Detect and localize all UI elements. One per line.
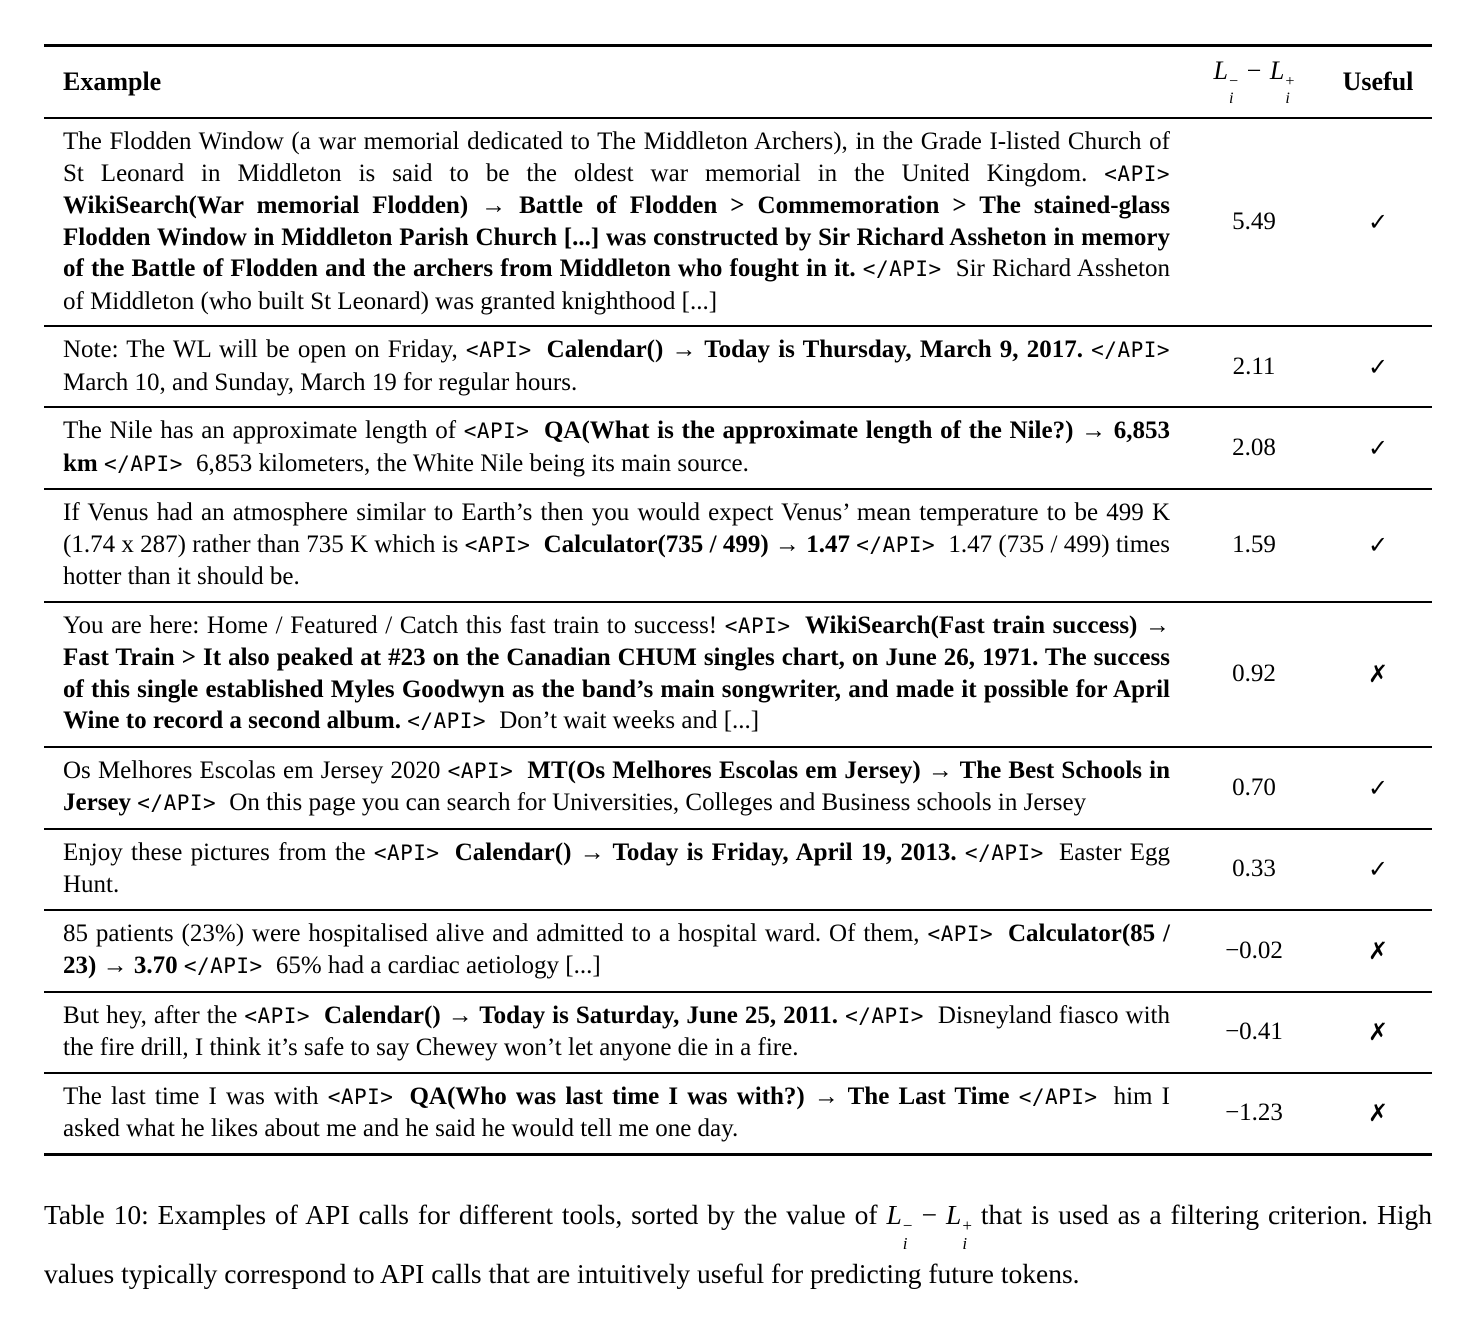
- example-text: QA(What is the approximate length of the Nile?) → 6,853 km: [63, 417, 1170, 477]
- loss-diff-value: 1.59: [1184, 489, 1324, 602]
- api-tag: <API>: [327, 1084, 410, 1109]
- table-row: [44, 829, 1432, 910]
- check-icon: ✓: [1367, 773, 1389, 802]
- check-icon: ✓: [1367, 208, 1389, 237]
- loss-diff-formula: [1213, 56, 1295, 107]
- table-caption: [44, 1193, 1432, 1295]
- example-text: 85 patients (23%) were hospitalised alive and admitted to a hospital ward. Of them,: [63, 919, 928, 947]
- useful-cell: [1324, 829, 1432, 910]
- example-text: But hey, after the: [63, 1001, 245, 1029]
- math-superscript: +: [962, 1216, 972, 1236]
- example-text: You are here: Home / Featured / Catch this fast train to success!: [63, 611, 725, 639]
- api-tag: </API>: [845, 1003, 938, 1028]
- check-icon: ✓: [1367, 855, 1389, 884]
- example-text: Don’t wait weeks and [...]: [499, 707, 760, 735]
- example-text: Calculator(85 / 23) → 3.70: [63, 919, 1171, 980]
- loss-diff-value: −0.02: [1184, 910, 1324, 992]
- caption-text-after: that is used as a filtering criterion. High values typically correspond to API calls that are intuitively useful for predicting future tokens.: [44, 1198, 1432, 1290]
- example-text: The Nile has an approximate length of: [63, 417, 464, 445]
- example-text: Note: The WL will be open on Friday,: [63, 336, 466, 364]
- api-tag: </API>: [137, 791, 230, 816]
- example-cell: [44, 829, 1184, 910]
- useful-cell: [1324, 992, 1432, 1073]
- table-header: [44, 46, 1432, 119]
- api-tag: <API>: [1104, 161, 1170, 186]
- example-text: Easter Egg Hunt.: [63, 838, 1170, 899]
- loss-diff-value: 0.70: [1184, 747, 1324, 829]
- table-row: [44, 602, 1432, 747]
- example-text: If Venus had an atmosphere similar to Earth’s then you would expect Venus’ mean temperature to be 499 K (1.74 x 287) rather than 735 K which is: [63, 499, 1170, 558]
- column-header-loss-diff: [1184, 46, 1324, 119]
- example-cell: [44, 992, 1184, 1073]
- api-tag: </API>: [856, 532, 949, 557]
- column-header-example: Example: [44, 46, 1184, 119]
- example-text: Calendar() → Today is Saturday, June 25, 2011.: [324, 1001, 846, 1029]
- table-row: [44, 910, 1432, 992]
- example-cell: [44, 326, 1184, 407]
- example-text: WikiSearch(Fast train success) → Fast Train > It also peaked at #23 on the Canadian CHUM singles chart, on June 26, 1971. The success of this single established Myles Goodwyn as the band’s main songwriter, and made it possible for April Wine to record a second album.: [63, 611, 1171, 735]
- cross-icon: ✗: [1367, 1018, 1389, 1047]
- check-icon: ✓: [1367, 434, 1389, 463]
- useful-cell: [1324, 1073, 1432, 1155]
- math-operator: −: [921, 1198, 937, 1230]
- useful-cell: [1324, 407, 1432, 489]
- example-text: Calendar() → Today is Thursday, March 9, 2017.: [546, 336, 1092, 364]
- math-scripts: [1229, 74, 1238, 107]
- math-subscript: i: [902, 1233, 908, 1253]
- api-tag: </API>: [1018, 1084, 1114, 1109]
- header-row: [44, 46, 1432, 119]
- example-text: Calculator(735 / 499) → 1.47: [543, 530, 857, 558]
- check-icon: ✓: [1367, 352, 1389, 381]
- example-text: 65% had a cardiac aetiology [...]: [275, 952, 601, 980]
- useful-cell: [1324, 489, 1432, 602]
- cross-icon: ✗: [1367, 1099, 1389, 1128]
- api-tag: <API>: [464, 532, 544, 557]
- api-tag: <API>: [447, 758, 528, 783]
- table-row: [44, 1073, 1432, 1155]
- caption-label: Table 10:: [44, 1198, 149, 1230]
- table-row: [44, 407, 1432, 489]
- api-examples-table: [44, 44, 1432, 1156]
- api-tag: <API>: [373, 840, 455, 865]
- example-text: Os Melhores Escolas em Jersey 2020: [63, 756, 448, 784]
- cross-icon: ✗: [1367, 936, 1389, 965]
- loss-diff-formula: [886, 1198, 972, 1253]
- check-icon: ✓: [1367, 531, 1389, 560]
- api-tag: </API>: [862, 257, 956, 282]
- table-row: [44, 747, 1432, 829]
- useful-cell: [1324, 602, 1432, 747]
- example-cell: [44, 747, 1184, 829]
- example-text: Sir Richard Assheton of Middleton (who built St Leonard) was granted knighthood [...]: [63, 255, 1170, 315]
- api-tag: </API>: [407, 709, 500, 734]
- example-cell: [44, 118, 1184, 326]
- api-tag: </API>: [964, 840, 1059, 865]
- api-tag: <API>: [724, 613, 805, 638]
- example-text: 1.47 (735 / 499) times hotter than it should be.: [63, 530, 1170, 591]
- api-tag: <API>: [463, 419, 544, 444]
- math-scripts: [903, 1217, 913, 1252]
- example-text: Enjoy these pictures from the: [63, 838, 374, 866]
- math-subscript: i: [1285, 89, 1290, 107]
- table-body: [44, 118, 1432, 1154]
- table-row: [44, 992, 1432, 1073]
- example-text: Calendar() → Today is Friday, April 19, 2013.: [454, 838, 965, 866]
- math-var: L: [1269, 56, 1285, 85]
- example-cell: [44, 407, 1184, 489]
- math-var: L: [1213, 56, 1228, 85]
- math-var: L: [886, 1198, 902, 1230]
- example-text: 6,853 kilometers, the White Nile being its main source.: [196, 449, 749, 477]
- example-text: March 10, and Sunday, March 19 for regular hours.: [63, 368, 578, 396]
- example-cell: [44, 910, 1184, 992]
- math-scripts: [962, 1217, 972, 1252]
- example-text: The Flodden Window (a war memorial dedicated to The Middleton Archers), in the Grade I-listed Church of St Leonard in Middleton is said to be the oldest war memorial in the United Kingdom.: [63, 128, 1170, 187]
- table-row: [44, 326, 1432, 407]
- loss-diff-value: 0.92: [1184, 602, 1324, 747]
- math-var: L: [946, 1198, 962, 1230]
- math-operator: −: [1246, 56, 1262, 85]
- table-row: [44, 118, 1432, 326]
- loss-diff-value: 2.11: [1184, 326, 1324, 407]
- useful-cell: [1324, 326, 1432, 407]
- example-text: Disneyland fiasco with the fire drill, I think it’s safe to say Chewey won’t let anyone die in a fire.: [63, 1001, 1170, 1062]
- api-tag: </API>: [103, 451, 196, 476]
- loss-diff-value: 0.33: [1184, 829, 1324, 910]
- example-cell: [44, 602, 1184, 747]
- loss-diff-value: −0.41: [1184, 992, 1324, 1073]
- example-text: QA(Who was last time I was with?) → The Last Time: [409, 1082, 1019, 1110]
- example-text: him I asked what he likes about me and he said he would tell me one day.: [63, 1082, 1170, 1143]
- api-tag: <API>: [244, 1003, 325, 1028]
- example-text: The last time I was with: [63, 1082, 328, 1110]
- example-text: MT(Os Melhores Escolas em Jersey) → The Best Schools in Jersey: [63, 756, 1171, 817]
- loss-diff-value: 5.49: [1184, 118, 1324, 326]
- api-tag: </API>: [183, 954, 276, 979]
- example-cell: [44, 489, 1184, 602]
- cross-icon: ✗: [1367, 660, 1389, 689]
- math-superscript: −: [1228, 73, 1239, 91]
- api-tag: <API>: [927, 921, 1008, 946]
- api-tag: <API>: [465, 338, 547, 363]
- math-superscript: −: [902, 1216, 913, 1236]
- loss-diff-value: 2.08: [1184, 407, 1324, 489]
- example-cell: [44, 1073, 1184, 1155]
- useful-cell: [1324, 118, 1432, 326]
- math-superscript: +: [1285, 73, 1295, 91]
- useful-cell: [1324, 747, 1432, 829]
- loss-diff-value: −1.23: [1184, 1073, 1324, 1155]
- api-tag: </API>: [1091, 338, 1171, 363]
- caption-text-before: Examples of API calls for different tools, sorted by the value of: [148, 1198, 887, 1230]
- math-subscript: i: [962, 1233, 968, 1253]
- example-text: WikiSearch(War memorial Flodden) → Battle of Flodden > Commemoration > The stained-glass Flodden Window in Middleton Parish Church [...] was constructed by Sir Richard Assheton in memory of the Battle of Flodden and the archers from Middleton who fought in it.: [63, 192, 1170, 283]
- math-subscript: i: [1228, 89, 1234, 107]
- useful-cell: [1324, 910, 1432, 992]
- column-header-useful: Useful: [1324, 46, 1432, 119]
- example-text: On this page you can search for Universities, Colleges and Business schools in Jersey: [229, 789, 1087, 817]
- table-row: [44, 489, 1432, 602]
- math-scripts: [1285, 74, 1294, 107]
